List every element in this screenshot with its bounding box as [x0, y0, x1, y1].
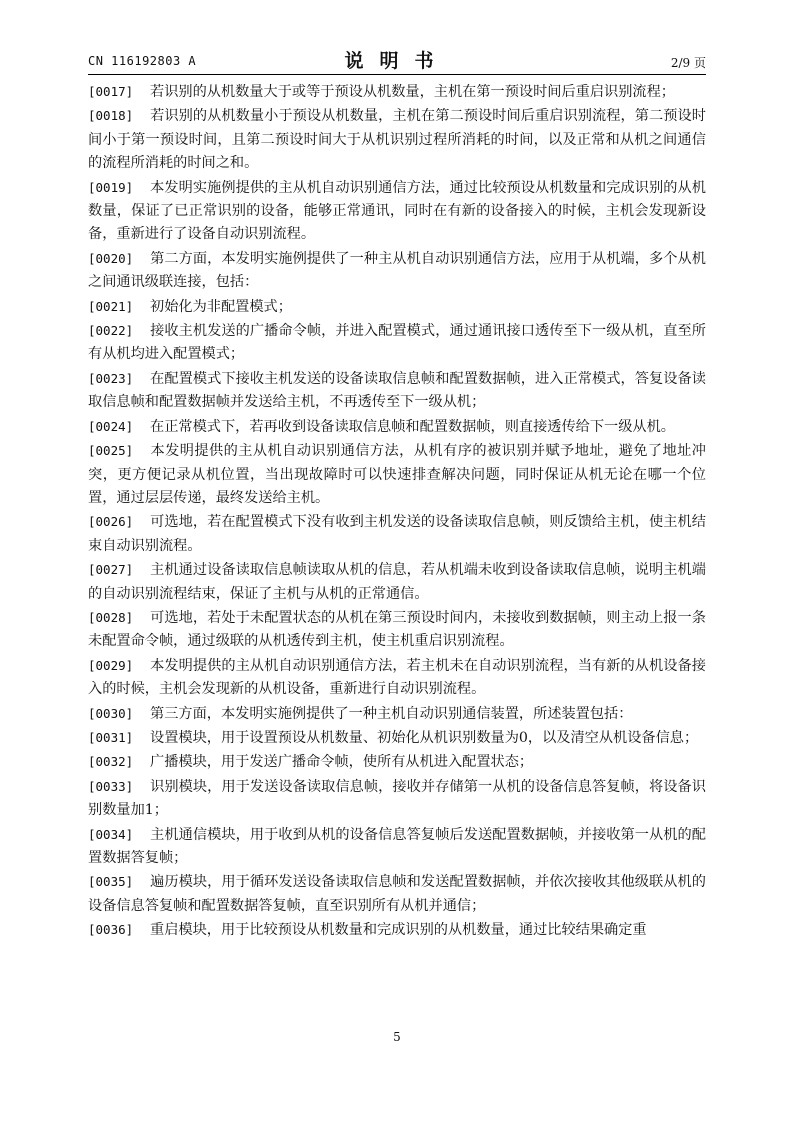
page-header: [88, 44, 706, 75]
paragraph-text: 主机通过设备读取信息帧读取从机的信息，若从机端未收到设备读取信息帧，说明主机端的自动识别流程结束，保证了主机与从机的正常通信。: [88, 562, 706, 602]
paragraph-number: [0027]: [88, 562, 134, 578]
paragraph-number: [0018]: [88, 108, 134, 124]
paragraph-text: 设置模块，用于设置预设从机数量、初始化从机识别数量为0，以及清空从机设备信息；: [150, 729, 699, 746]
paragraph-text: 若识别的从机数量小于预设从机数量，主机在第二预设时间后重启识别流程，第二预设时间小于第一预设时间，且第二预设时间大于从机识别过程所消耗的时间，以及正常和从机之间通信的流程所消耗的时间之和。: [88, 108, 706, 172]
paragraph-number: [0032]: [88, 754, 134, 770]
paragraph-0027: [88, 558, 706, 606]
paragraph-text: 遍历模块，用于循环发送设备读取信息帧和发送配置数据帧，并依次接收其他级联从机的设备信息答复帧和配置数据答复帧，直至识别所有从机并通信；: [88, 874, 706, 914]
paragraph-number: [0026]: [88, 514, 134, 530]
paragraph-text: 可选地，若处于未配置状态的从机在第三预设时间内，未接收到数据帧，则主动上报一条未配置命令帧，通过级联的从机透传到主机，使主机重启识别流程。: [88, 609, 706, 650]
paragraph-text: 本发明实施例提供的主从机自动识别通信方法，通过比较预设从机数量和完成识别的从机数量，保证了已正常识别的设备，能够正常通讯，同时在有新的设备接入的时候，主机会发现新设备，重新进行了设备自动识别流程。: [88, 179, 706, 243]
paragraph-text: 识别模块，用于发送设备读取信息帧，接收并存储第一从机的设备信息答复帧，将设备识别数量加1；: [88, 778, 706, 819]
paragraph-number: [0030]: [88, 705, 134, 721]
paragraph-0035: [88, 870, 706, 918]
page-number: 5: [393, 1030, 401, 1044]
paragraph-0031: [88, 726, 706, 750]
paragraph-0022: [88, 319, 706, 367]
paragraph-number: [0036]: [88, 922, 134, 938]
paragraph-text: 第二方面，本发明实施例提供了一种主从机自动识别通信方法，应用于从机端，多个从机之间通讯级联连接，包括：: [88, 250, 706, 291]
paragraph-number: [0021]: [88, 298, 134, 314]
paragraph-0036: [88, 918, 706, 942]
paragraph-0020: [88, 247, 706, 295]
paragraph-text: 可选地，若在配置模式下没有收到主机发送的设备读取信息帧，则反馈给主机，使主机结束自动识别流程。: [88, 514, 706, 554]
publication-number: CN 116192803 A: [88, 54, 197, 68]
paragraph-number: [0033]: [88, 778, 134, 794]
paragraph-text: 接收主机发送的广播命令帧，并进入配置模式，通过通讯接口透传至下一级从机，直至所有从机均进入配置模式；: [88, 323, 706, 363]
paragraph-number: [0035]: [88, 874, 134, 890]
paragraph-number: [0019]: [88, 179, 134, 195]
paragraph-text: 第三方面，本发明实施例提供了一种主机自动识别通信装置，所述装置包括：: [150, 705, 633, 722]
paragraph-text: 本发明提供的主从机自动识别通信方法，从机有序的被识别并赋予地址，避免了地址冲突，更方便记录从机位置，当出现故障时可以快速排查解决问题，同时保证从机无论在哪一个位置，通过层层传递，最终发送给主机。: [88, 443, 706, 506]
paragraph-text: 若识别的从机数量大于或等于预设从机数量，主机在第一预设时间后重启识别流程；: [150, 84, 675, 100]
paragraph-0024: [88, 415, 706, 439]
paragraph-number: [0028]: [88, 609, 134, 625]
paragraph-0018: [88, 104, 706, 175]
document-body: [88, 80, 706, 943]
paragraph-0023: [88, 367, 706, 415]
paragraph-text: 主机通信模块，用于收到从机的设备信息答复帧后发送配置数据帧，并接收第一从机的配置数据答复帧；: [88, 826, 706, 866]
paragraph-text: 初始化为非配置模式；: [150, 298, 292, 315]
paragraph-0021: [88, 295, 706, 319]
paragraph-text: 在正常模式下，若再收到设备读取信息帧和配置数据帧，则直接透传给下一级从机。: [150, 418, 675, 435]
paragraph-text: 本发明提供的主从机自动识别通信方法，若主机未在自动识别流程，当有新的从机设备接入的时候，主机会发现新的从机设备，重新进行自动识别流程。: [88, 657, 706, 698]
paragraph-text: 重启模块，用于比较预设从机数量和完成识别的从机数量，通过比较结果确定重: [150, 922, 647, 939]
paragraph-number: [0031]: [88, 729, 134, 745]
document-title: 说明书: [344, 50, 450, 72]
paragraph-0025: [88, 439, 706, 510]
page-indicator: 2/9 页: [670, 56, 706, 70]
paragraph-0019: [88, 176, 706, 247]
paragraph-0034: [88, 823, 706, 871]
paragraph-number: [0020]: [88, 250, 134, 266]
paragraph-number: [0025]: [88, 443, 134, 459]
paragraph-text: 在配置模式下接收主机发送的设备读取信息帧和配置数据帧，进入正常模式，答复设备读取信息帧和配置数据帧并发送给主机，不再透传至下一级从机；: [88, 370, 706, 411]
paragraph-number: [0017]: [88, 84, 134, 99]
paragraph-text: 广播模块，用于发送广播命令帧，使所有从机进入配置状态；: [150, 754, 534, 771]
paragraph-number: [0034]: [88, 826, 134, 842]
paragraph-0029: [88, 654, 706, 702]
paragraph-0030: [88, 702, 706, 726]
paragraph-0028: [88, 606, 706, 654]
paragraph-number: [0029]: [88, 657, 134, 673]
paragraph-number: [0022]: [88, 323, 134, 339]
paragraph-0017: [88, 80, 706, 104]
paragraph-0033: [88, 775, 706, 823]
paragraph-number: [0024]: [88, 418, 134, 434]
paragraph-number: [0023]: [88, 370, 134, 386]
paragraph-0026: [88, 510, 706, 558]
paragraph-0032: [88, 750, 706, 774]
